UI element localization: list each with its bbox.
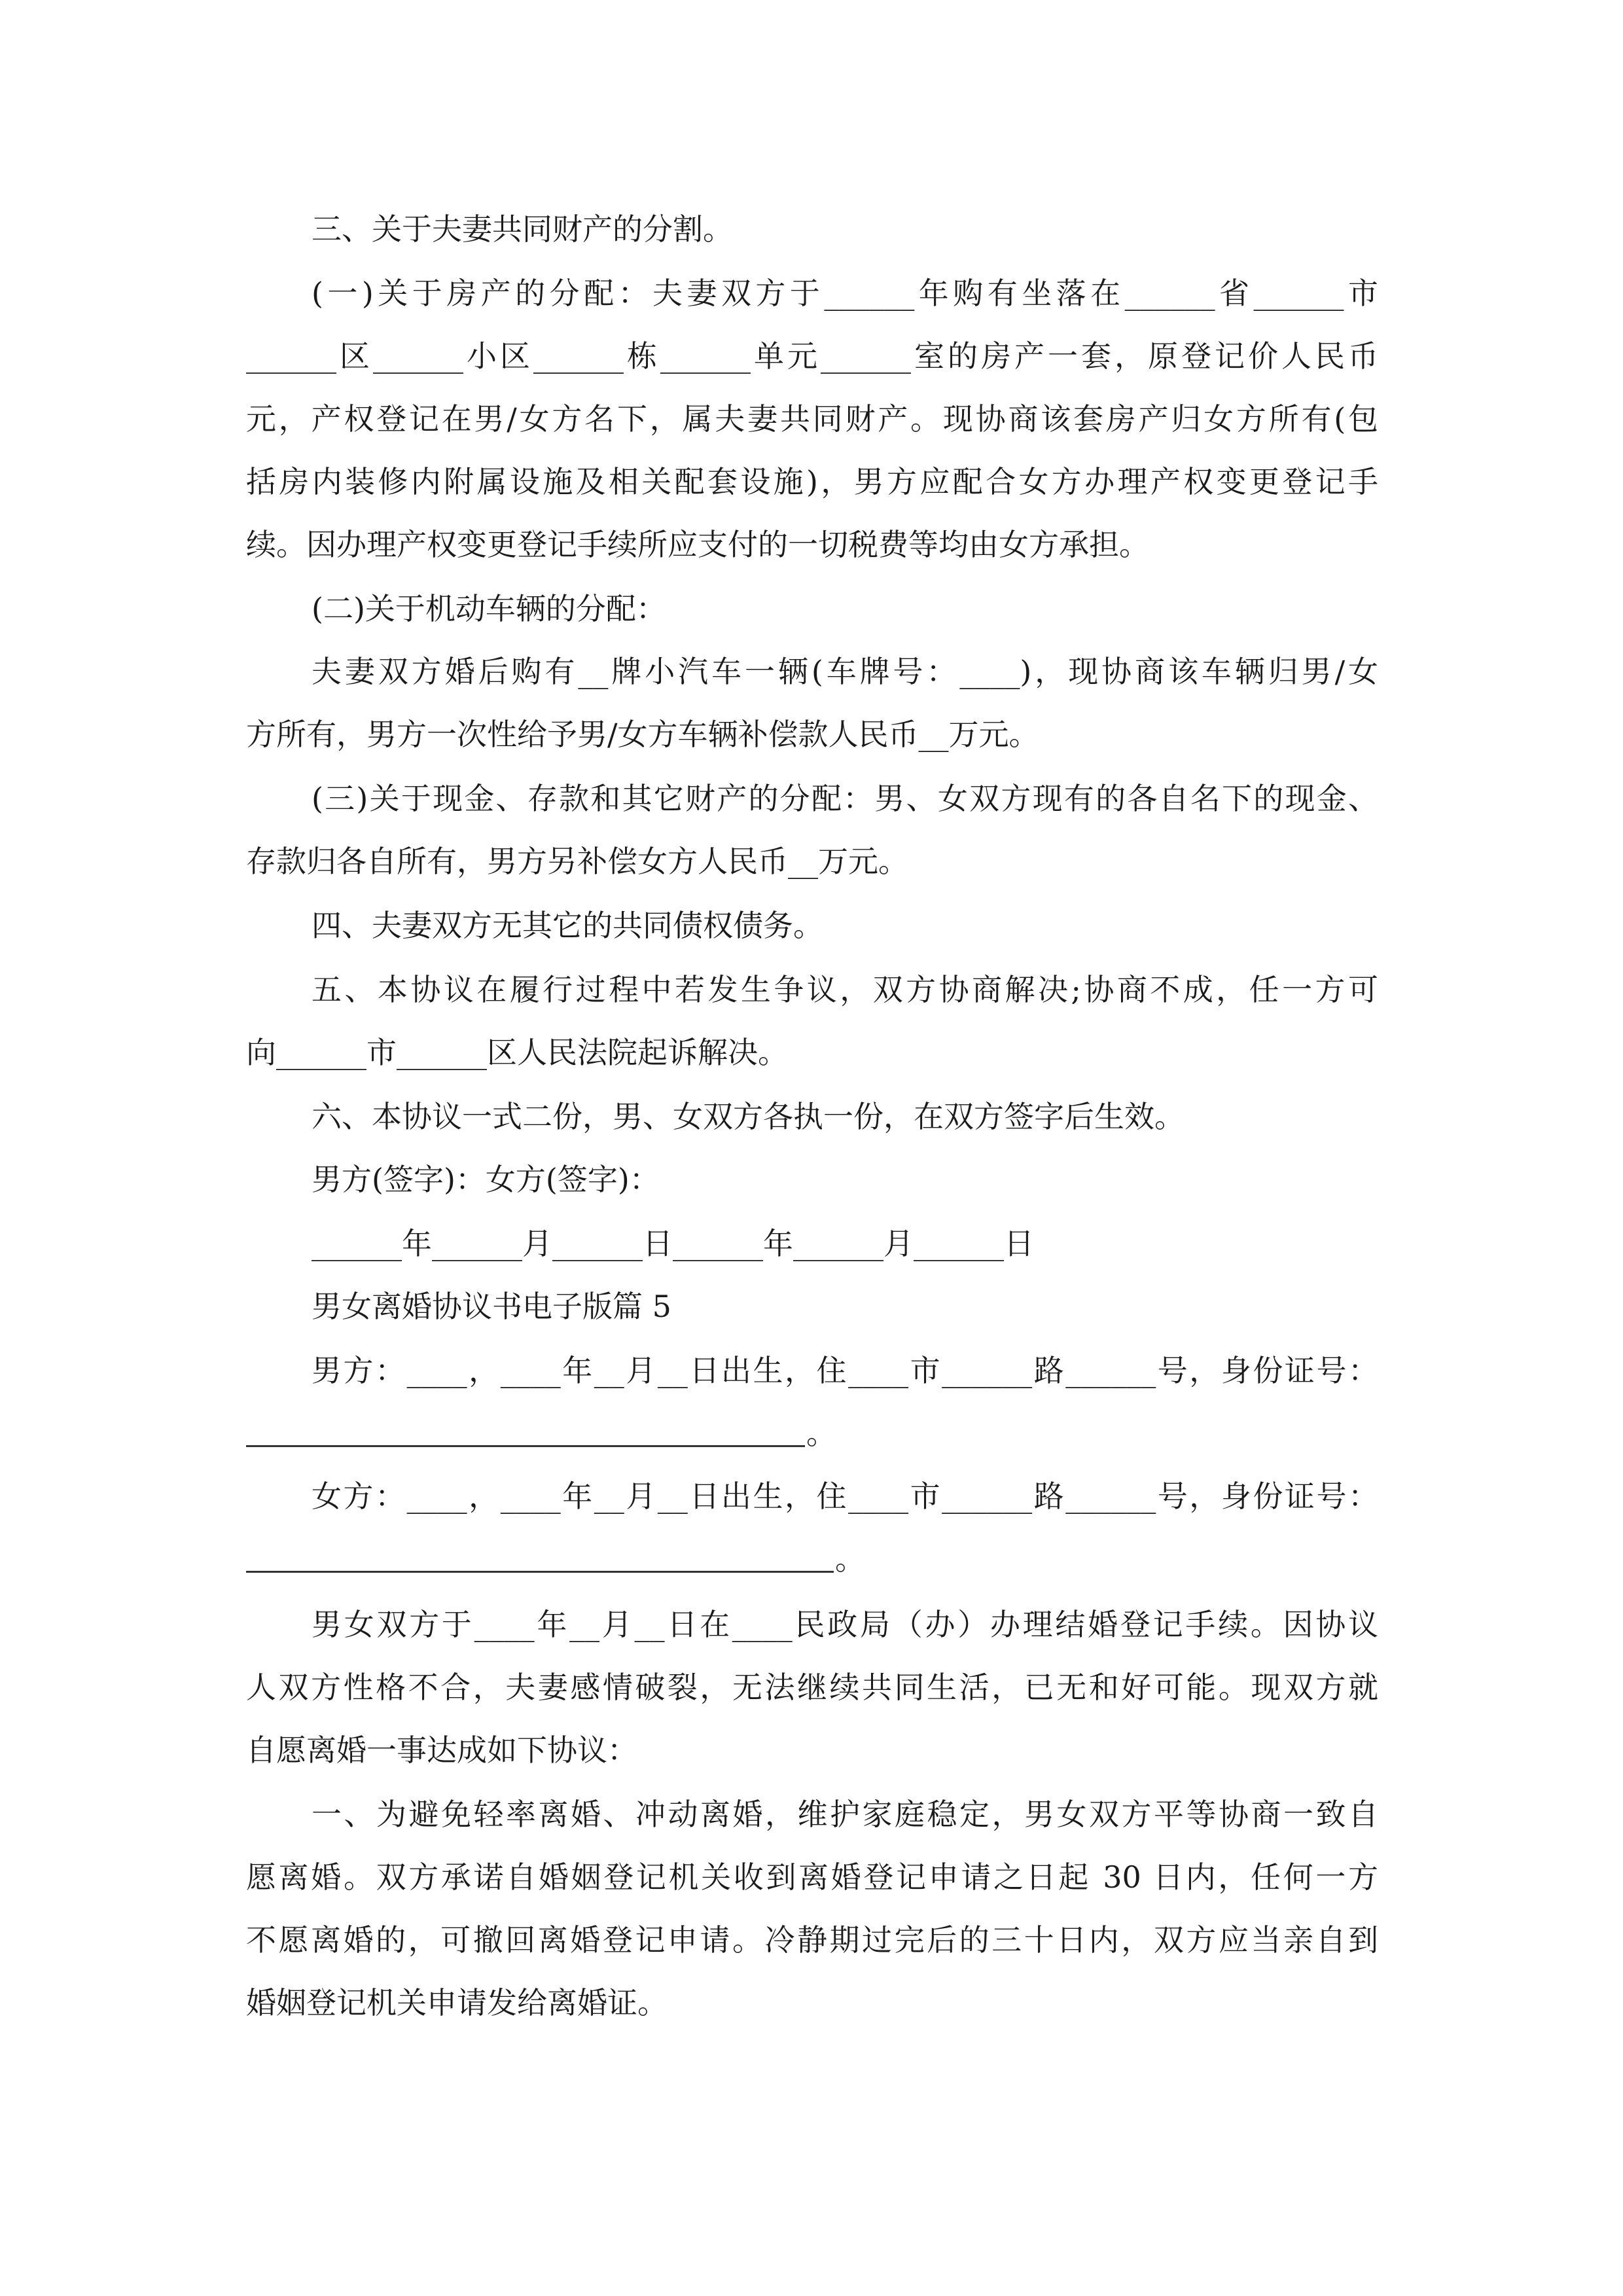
paragraph-line: 元，产权登记在男/女方名下，属夫妻共同财产。现协商该套房产归女方所有(包: [246, 401, 1378, 437]
paragraph-line: (一)关于房产的分配：夫妻双方于______年购有坐落在______省______市: [312, 276, 1378, 311]
signature-labels: 男方(签字)：女方(签字)：: [312, 1162, 660, 1197]
paragraph-line: 婚姻登记机关申请发给离婚证。: [246, 1985, 668, 2020]
period-mark: 。: [835, 1541, 865, 1577]
section-4-heading: 四、夫妻双方无其它的共同债权债务。: [312, 908, 823, 943]
section-3-heading: 三、关于夫妻共同财产的分割。: [312, 211, 733, 247]
section-6-heading: 六、本协议一式二份，男、女双方各执一份，在双方签字后生效。: [312, 1099, 1185, 1134]
paragraph-line: 五、本协议在履行过程中若发生争议，双方协商解决;协商不成，任一方可: [312, 972, 1378, 1007]
subsection-heading: (二)关于机动车辆的分配：: [312, 591, 666, 626]
paragraph-line: 人双方性格不合，夫妻感情破裂，无法继续共同生活，已无和好可能。现双方就: [246, 1670, 1378, 1705]
id-number-underline: [246, 1445, 805, 1447]
period-mark: 。: [806, 1416, 836, 1451]
paragraph-line: 自愿离婚一事达成如下协议：: [246, 1732, 637, 1768]
paragraph-line: 一、为避免轻率离婚、冲动离婚，维护家庭稳定，男女双方平等协商一致自: [312, 1797, 1378, 1832]
paragraph-line: 向______市______区人民法院起诉解决。: [246, 1035, 788, 1070]
paragraph-line: ______区______小区______栋______单元______室的房产一套，原登记价人民币: [246, 338, 1378, 374]
paragraph-line: 存款归各自所有，男方另补偿女方人民币__万元。: [246, 844, 908, 879]
id-number-underline: [246, 1571, 834, 1573]
paragraph-line: 续。因办理产权变更登记手续所应支付的一切税费等均由女方承担。: [246, 527, 1149, 562]
signature-dates: ______年______月______日______年______月______日: [312, 1226, 1034, 1261]
paragraph-line: 括房内装修内附属设施及相关配套设施)，男方应配合女方办理产权变更登记手: [246, 464, 1378, 499]
male-party-line: 男方：____，____年__月__日出生，住____市______路______号，身份证号：: [312, 1353, 1378, 1388]
paragraph-line: 愿离婚。双方承诺自婚姻登记机关收到离婚登记申请之日起 30 日内，任何一方: [246, 1859, 1378, 1895]
paragraph-line: 夫妻双方婚后购有__牌小汽车一辆(车牌号：____)，现协商该车辆归男/女: [312, 654, 1378, 689]
paragraph-line: 不愿离婚的，可撤回离婚登记申请。冷静期过完后的三十日内，双方应当亲自到: [246, 1922, 1378, 1958]
paragraph-line: 男女双方于____年__月__日在____民政局（办）办理结婚登记手续。因协议: [312, 1607, 1378, 1642]
paragraph-line: (三)关于现金、存款和其它财产的分配：男、女双方现有的各自名下的现金、: [312, 781, 1378, 816]
paragraph-line: 方所有，男方一次性给予男/女方车辆补偿款人民币__万元。: [246, 717, 1039, 752]
article-title: 男女离婚协议书电子版篇 5: [312, 1289, 671, 1324]
female-party-line: 女方：____，____年__月__日出生，住____市______路______号，身份证号：: [312, 1479, 1378, 1514]
